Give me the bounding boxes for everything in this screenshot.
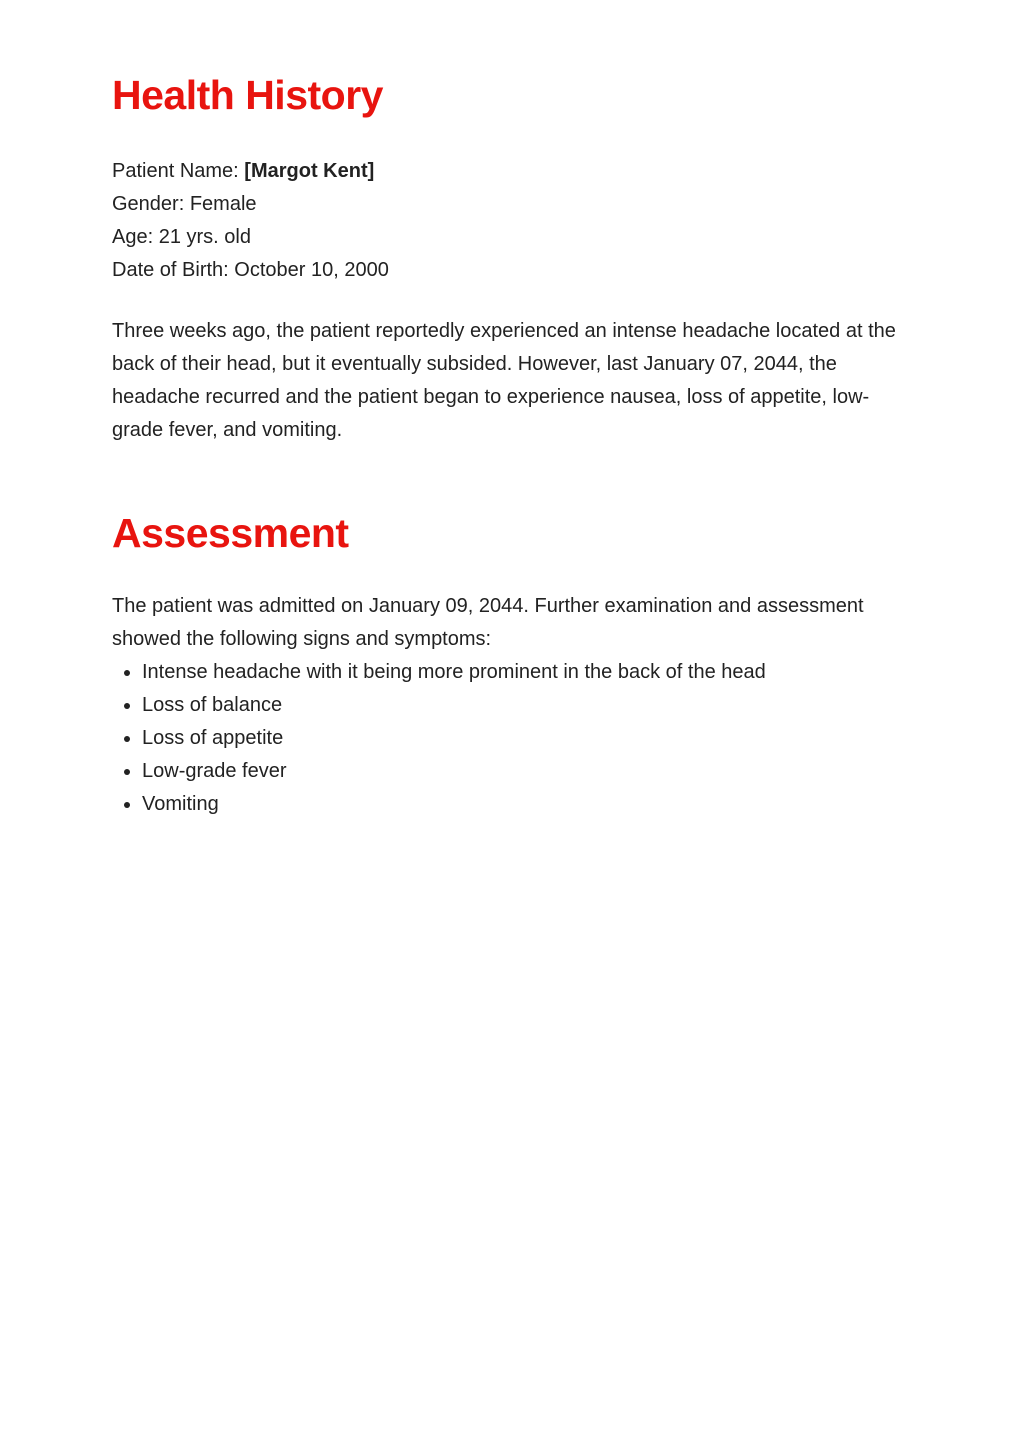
patient-name-label: Patient Name: bbox=[112, 160, 245, 182]
assessment-intro: The patient was admitted on January 09, 2044. Further examination and assessment showed the following signs and symptoms: bbox=[112, 595, 864, 650]
list-item: • Intense headache with it being more prominent in the back of the head bbox=[142, 656, 912, 689]
symptom-list bbox=[112, 656, 912, 821]
list-item: • Loss of appetite bbox=[142, 722, 912, 755]
patient-age: Age: 21 yrs. old bbox=[112, 226, 251, 248]
patient-dob: Date of Birth: October 10, 2000 bbox=[112, 259, 389, 281]
patient-gender: Gender: Female bbox=[112, 193, 257, 215]
health-history-heading: Health History bbox=[112, 72, 383, 118]
patient-name-value: [Margot Kent] bbox=[244, 160, 375, 182]
patient-name-line bbox=[112, 155, 912, 188]
history-narrative: Three weeks ago, the patient reportedly experienced an intense headache located at the back of their head, but it eventually subsided. However, last January 07, 2044, the headache recurred and the patient began to experience nausea, loss of appetite, low-grade fever, and vomiting. bbox=[112, 320, 896, 441]
list-item: • Low-grade fever bbox=[142, 755, 912, 788]
list-item: • Vomiting bbox=[142, 788, 912, 821]
patient-info bbox=[112, 155, 912, 287]
assessment-heading: Assessment bbox=[112, 510, 349, 556]
list-item: • Loss of balance bbox=[142, 689, 912, 722]
